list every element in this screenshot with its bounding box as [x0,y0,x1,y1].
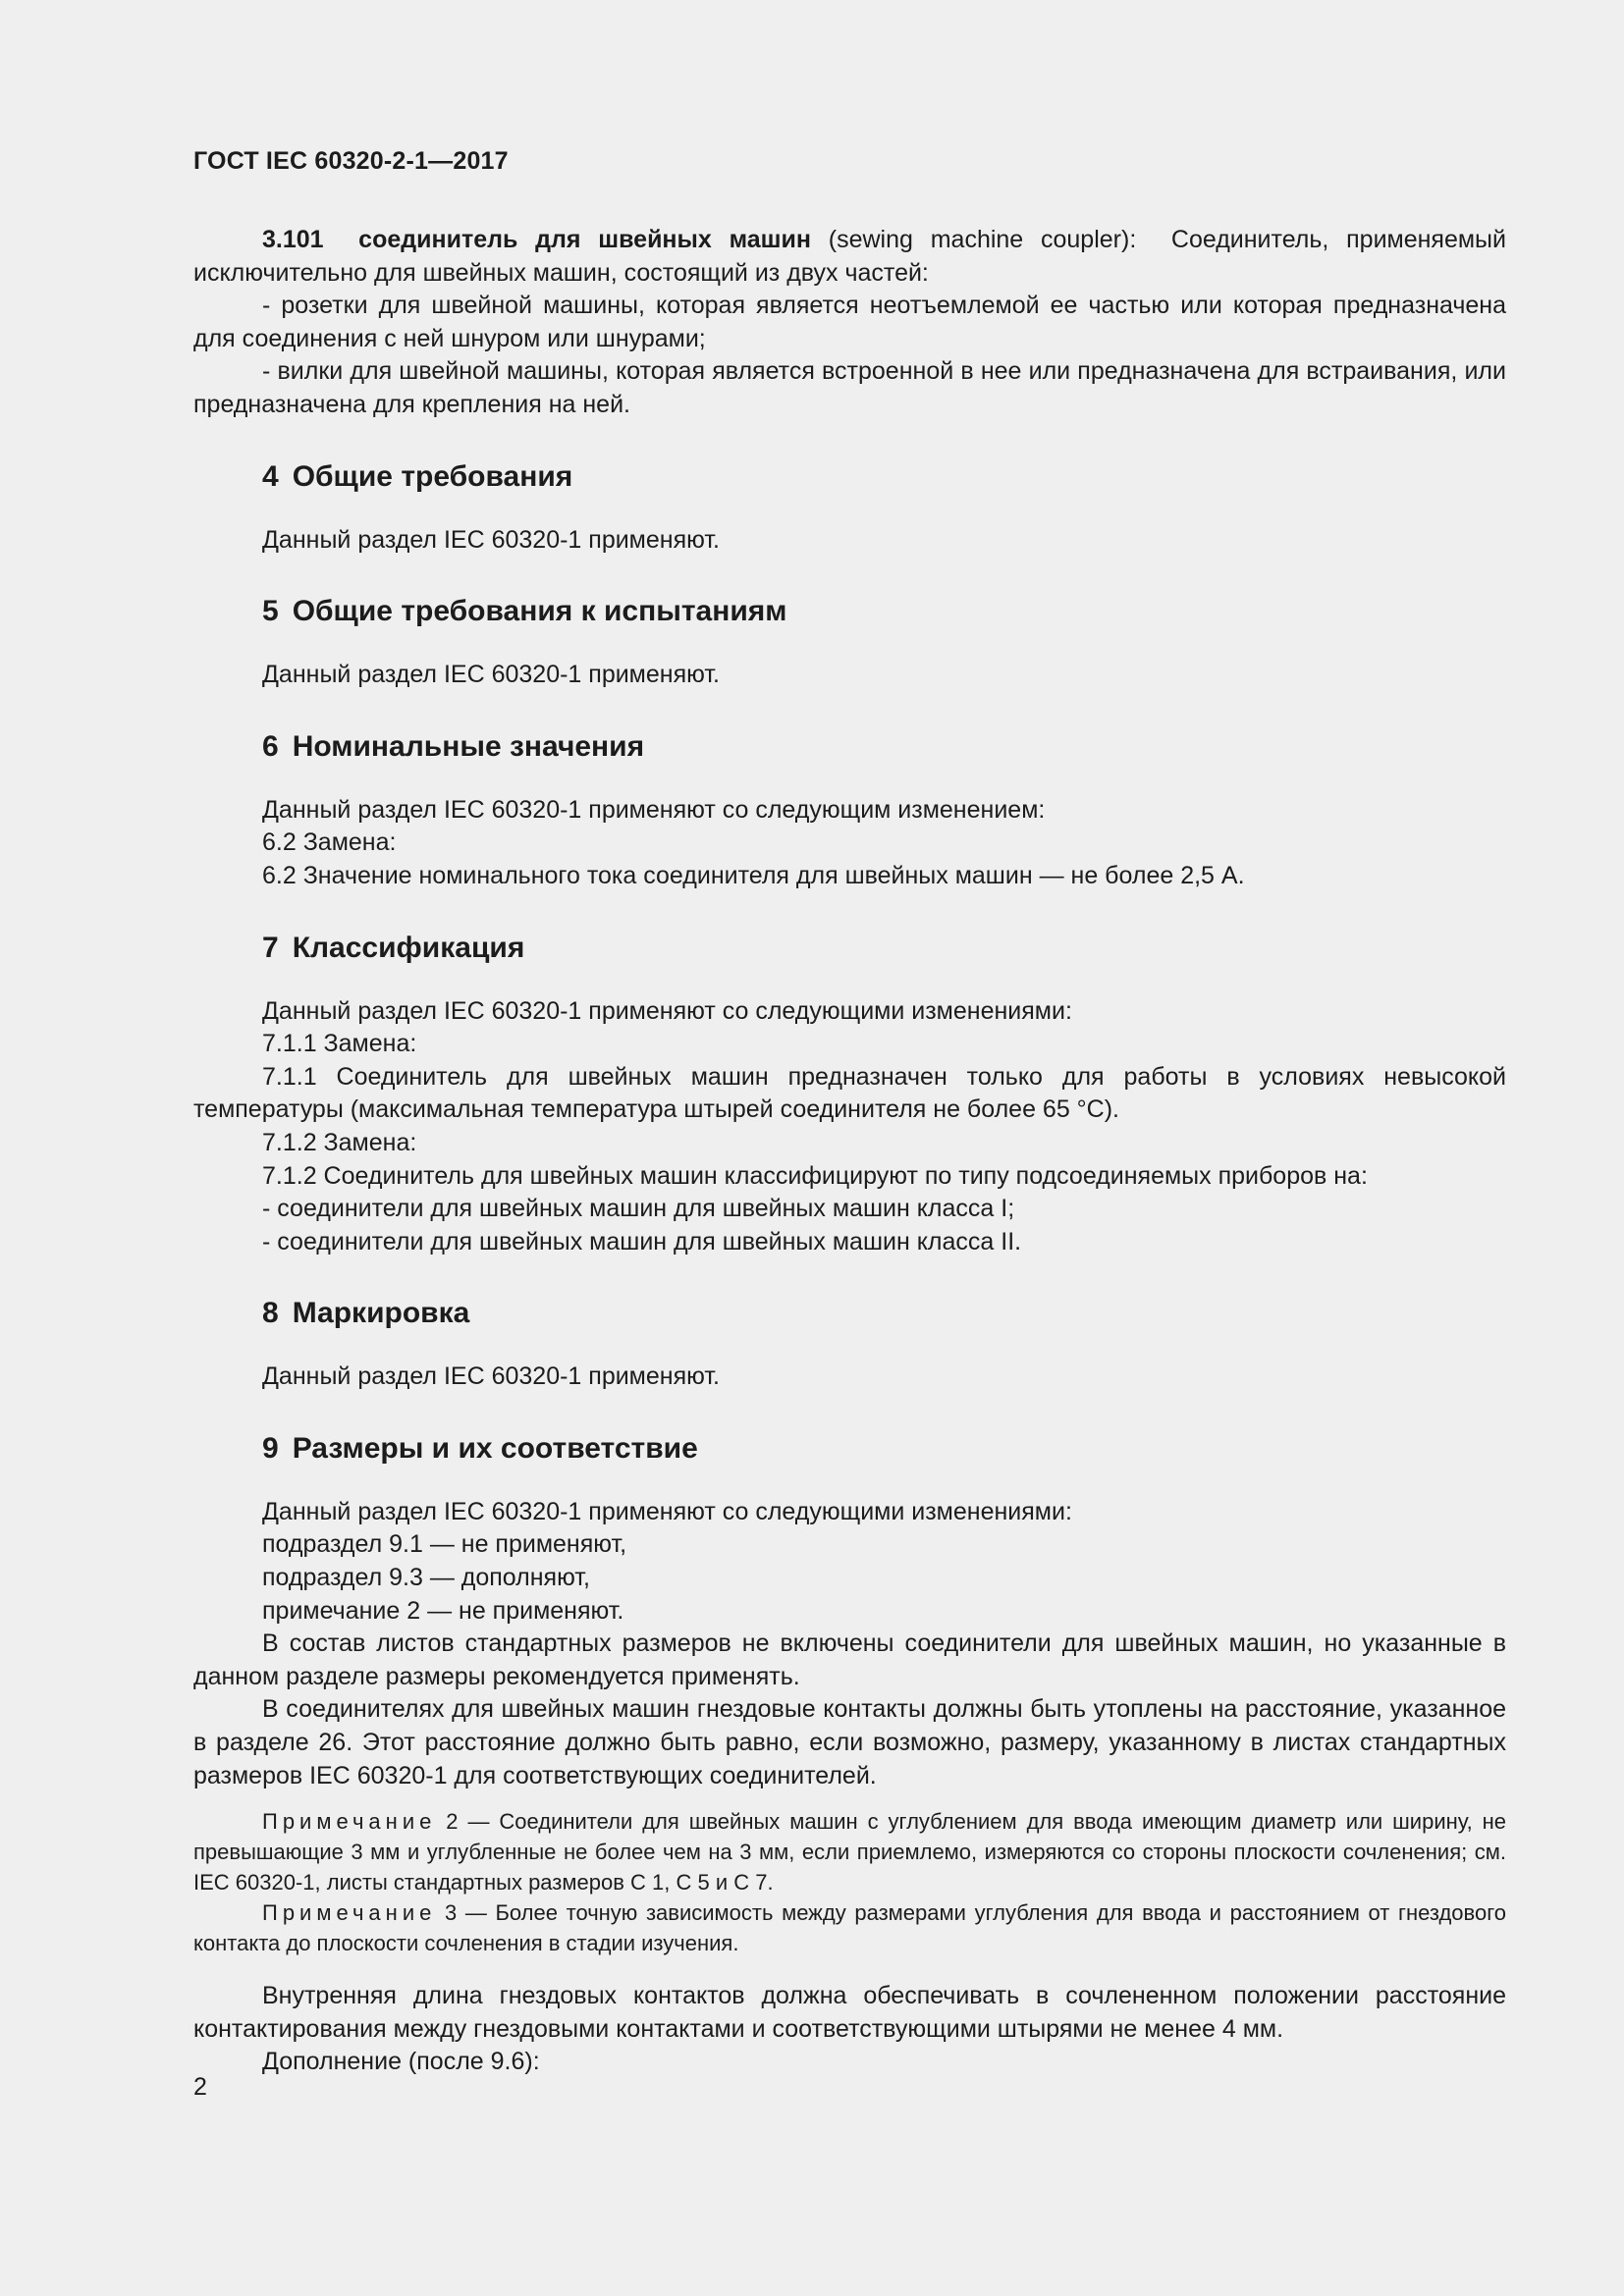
section-6-number: 6 [262,729,279,763]
section-7-title: Классификация [292,931,525,964]
section-9-para-2: В соединителях для швейных машин гнездовые контакты должны быть утоплены на расстояние, указанное в разделе 26. Этот расстояние должно быть равно, если возможно, размеру, указанному в листах стандартных размеров IEC 60320-1 для соответствующих соединителей. [193,1695,1506,1789]
term-definition-first: Соединитель, применяемый [1170,226,1506,253]
term-item-1: - розетки для швейной машины, которая является неотъемлемой ее частью или которая предназначена для соединения с ней шнуром или шнурами; [193,292,1506,352]
section-9-line-2: подраздел 9.1 — не применяют, [262,1530,627,1559]
note-3-label: Примечание [262,1900,437,1926]
section-6-line-2: 6.2 Замена: [262,828,397,857]
section-6-heading [193,729,1506,765]
page-number: 2 [193,2073,207,2101]
term-number: 3.101 [262,226,324,253]
spacer [193,1958,1506,1980]
section-9-line-1: Данный раздел IEC 60320-1 применяют со следующими изменениями: [262,1497,1072,1525]
section-9-para-3: Внутренняя длина гнездовых контактов должна обеспечивать в сочлененном положении расстояние контактирования между гнездовыми контактами и соответствующими штырями не менее 4 мм. [193,1982,1506,2043]
section-7-line-3: 7.1.1 Соединитель для швейных машин предназначен только для работы в условиях невысокой температуры (максимальная температура штырей соединителя не более 65 °C). [193,1062,1506,1124]
note-3 [193,1897,1506,1958]
section-4-heading [193,459,1506,495]
term-english: (sewing machine coupler): [810,226,1137,253]
note-3-text: 3 — Более точную зависимость между размерами углубления для ввода и расстоянием от гнездового контакта до плоскости сочленения в стадии изучения. [193,1900,1506,1956]
section-5-heading [193,594,1506,629]
section-4-title: Общие требования [292,459,573,493]
section-4-number: 4 [262,459,279,493]
note-2-label: Примечание [262,1809,437,1835]
section-7-line-1: Данный раздел IEC 60320-1 применяют со следующими изменениями: [262,996,1072,1025]
section-9-heading [193,1431,1506,1467]
note-2 [193,1806,1506,1897]
section-6-line-3: 6.2 Значение номинального тока соединителя для швейных машин — не более 2,5 А. [262,861,1245,889]
section-9-title: Размеры и их соответствие [292,1431,698,1465]
section-6-title: Номинальные значения [292,729,645,763]
section-7-heading [193,931,1506,966]
section-9-line-3: подраздел 9.3 — дополняют, [262,1564,590,1592]
section-5-title: Общие требования к испытаниям [292,595,787,628]
section-7-line-2: 7.1.1 Замена: [262,1030,417,1058]
document-header: ГОСТ IEC 60320-2-1—2017 [193,147,509,175]
document-page [193,0,1506,2296]
section-7-line-6: - соединители для швейных машин для швейных машин класса I; [262,1195,1015,1223]
section-4-text: Данный раздел IEC 60320-1 применяют. [262,525,720,554]
section-8-title: Маркировка [292,1297,470,1330]
section-7-number: 7 [262,931,279,964]
term-definition [193,224,1506,290]
term-item-2: - вилки для швейной машины, которая является встроенной в нее или предназначена для встраивания, или предназначена для крепления на ней. [193,357,1506,418]
section-7-line-4: 7.1.2 Замена: [262,1128,417,1156]
section-7-line-5: 7.1.2 Соединитель для швейных машин классифицируют по типу подсоединяемых приборов на: [262,1161,1368,1190]
section-7-line-7: - соединители для швейных машин для швейных машин класса II. [262,1227,1022,1255]
section-8-text: Данный раздел IEC 60320-1 применяют. [262,1362,720,1391]
section-8-number: 8 [262,1297,279,1330]
section-9-para-1: В состав листов стандартных размеров не включены соединители для швейных машин, но указанные в данном разделе размеры рекомендуется применять. [193,1629,1506,1690]
section-5-text: Данный раздел IEC 60320-1 применяют. [262,661,720,689]
note-2-text: 2 — Соединители для швейных машин с углублением для ввода имеющим диаметр или ширину, не превышающие 3 мм и углубленные не более чем на 3 мм, если приемлемо, измеряются со стороны плоскости сочленения; см. IEC 60320-1, листы стандартных размеров C 1, C 5 и C 7. [193,1809,1506,1896]
term-definition-rest: исключительно для швейных машин, состоящий из двух частей: [193,258,929,287]
section-9-number: 9 [262,1431,279,1465]
section-6-line-1: Данный раздел IEC 60320-1 применяют со следующим изменением: [262,795,1046,824]
term-name: соединитель для швейных машин [358,226,811,253]
section-8-heading [193,1296,1506,1331]
section-5-number: 5 [262,595,279,628]
section-9-para-4: Дополнение (после 9.6): [262,2048,540,2076]
spacer [193,1792,1506,1806]
document-body [193,224,1506,2079]
section-9-line-4: примечание 2 — не применяют. [262,1596,624,1625]
